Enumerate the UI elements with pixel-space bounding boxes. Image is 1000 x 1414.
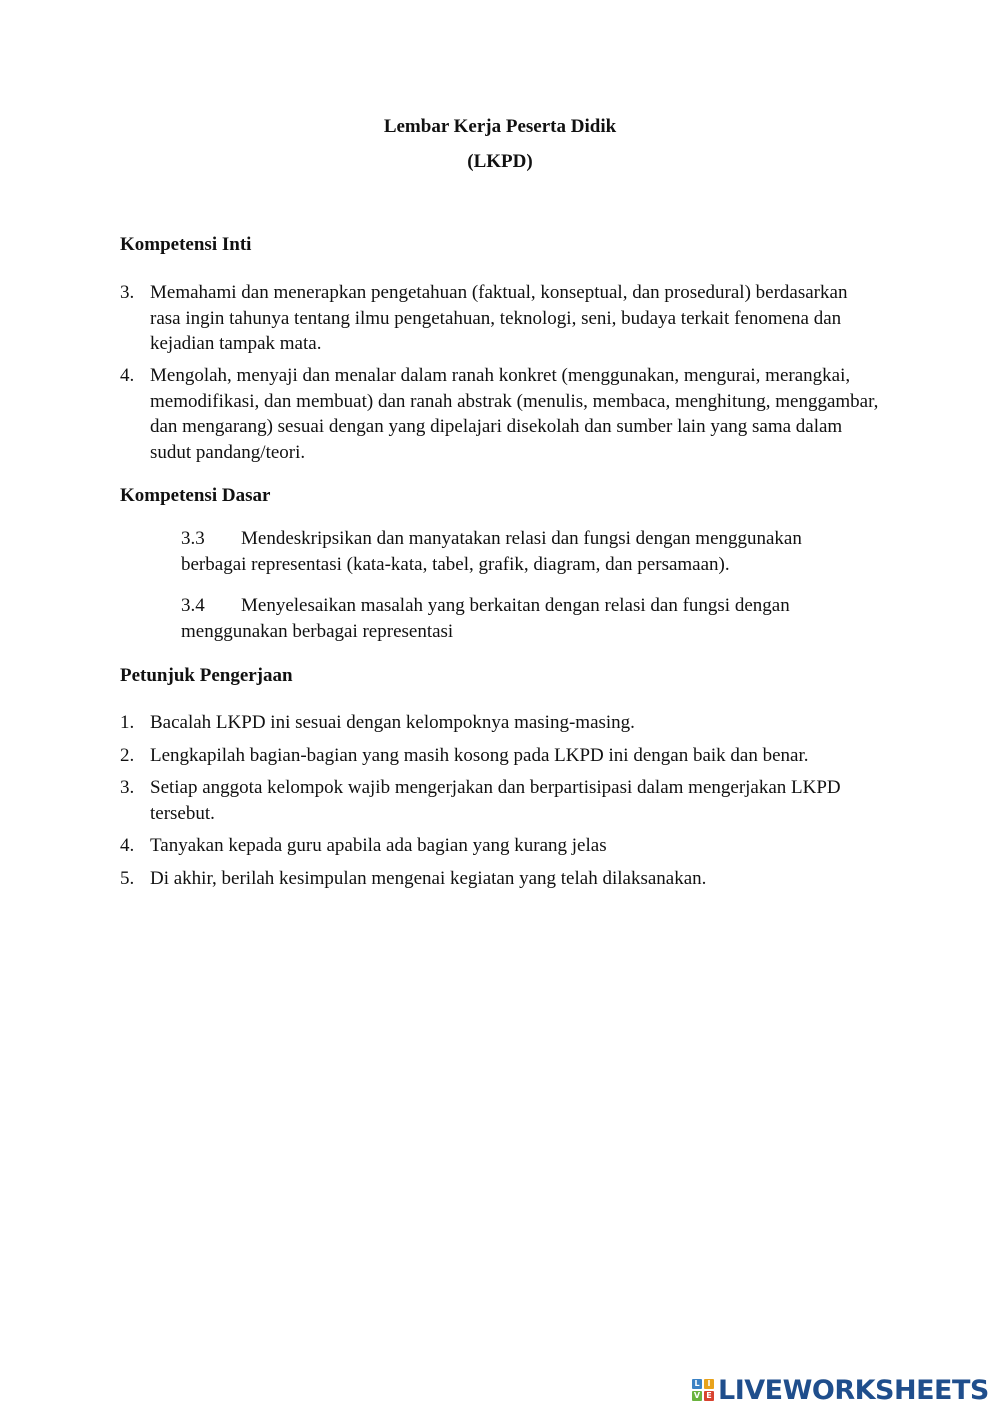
list-item-number: 5.: [120, 868, 135, 889]
document-subtitle: (LKPD): [467, 151, 533, 172]
list-item: [120, 775, 880, 826]
list-item: [120, 710, 880, 736]
list-item-number: 1.: [120, 712, 135, 733]
list-item-text: Tanyakan kepada guru apabila ada bagian yang kurang jelas: [150, 835, 607, 856]
list-item-number: 3.: [120, 777, 135, 798]
list-item: [120, 743, 880, 769]
kompetensi-inti-heading: Kompetensi Inti: [120, 234, 252, 255]
list-item: [181, 526, 861, 577]
list-item-text: Mendeskripsikan dan manyatakan relasi dan fungsi dengan menggunakan berbagai representasi (kata-kata, tabel, grafik, diagram, dan persamaan).: [181, 528, 802, 575]
list-item-number: 4.: [120, 835, 135, 856]
list-item-number: 3.3: [181, 528, 205, 549]
petunjuk-heading: Petunjuk Pengerjaan: [120, 665, 293, 686]
list-item-number: 3.4: [181, 595, 205, 616]
list-item-number: 2.: [120, 745, 135, 766]
list-item: [120, 866, 880, 892]
list-item-number: 3.: [120, 282, 135, 303]
logo-mark-letter: E: [704, 1391, 714, 1401]
liveworksheets-logo: [692, 1375, 989, 1405]
list-item-text: Lengkapilah bagian-bagian yang masih kosong pada LKPD ini dengan baik dan benar.: [150, 745, 809, 766]
liveworksheets-mark-icon: [692, 1379, 714, 1401]
logo-mark-letter: V: [693, 1391, 701, 1400]
list-item: [120, 833, 880, 859]
list-item-text: Setiap anggota kelompok wajib mengerjakan dan berpartisipasi dalam mengerjakan LKPD tersebut.: [150, 777, 841, 824]
logo-mark-letter: L: [692, 1379, 702, 1389]
list-item-text: Mengolah, menyaji dan menalar dalam ranah konkret (menggunakan, mengurai, merangkai, memodifikasi, dan membuat) dan ranah abstrak (menulis, membaca, menghitung, menggambar, dan mengarang) sesuai dengan yang dipelajari disekolah dan sumber lain yang sama dalam sudut pandang/teori.: [150, 365, 879, 463]
document-title: Lembar Kerja Peserta Didik: [383, 116, 617, 137]
list-item-text: Memahami dan menerapkan pengetahuan (faktual, konseptual, dan prosedural) berdasarkan rasa ingin tahunya tentang ilmu pengetahuan, teknologi, seni, budaya terkait fenomena dan kejadian tampak mata.: [150, 282, 848, 354]
kompetensi-dasar-heading: Kompetensi Dasar: [120, 485, 271, 506]
list-item-text: Di akhir, berilah kesimpulan mengenai kegiatan yang telah dilaksanakan.: [150, 868, 707, 889]
list-item-number: 4.: [120, 365, 135, 386]
list-item-text: Bacalah LKPD ini sesuai dengan kelompoknya masing-masing.: [150, 712, 635, 733]
list-item: [120, 363, 880, 465]
list-item: [181, 593, 861, 644]
list-item: [120, 280, 880, 357]
list-item-text: Menyelesaikan masalah yang berkaitan dengan relasi dan fungsi dengan menggunakan berbagai representasi: [181, 595, 790, 642]
logo-mark-letter: I: [704, 1379, 714, 1389]
logo-text: LIVEWORKSHEETS: [718, 1374, 989, 1406]
